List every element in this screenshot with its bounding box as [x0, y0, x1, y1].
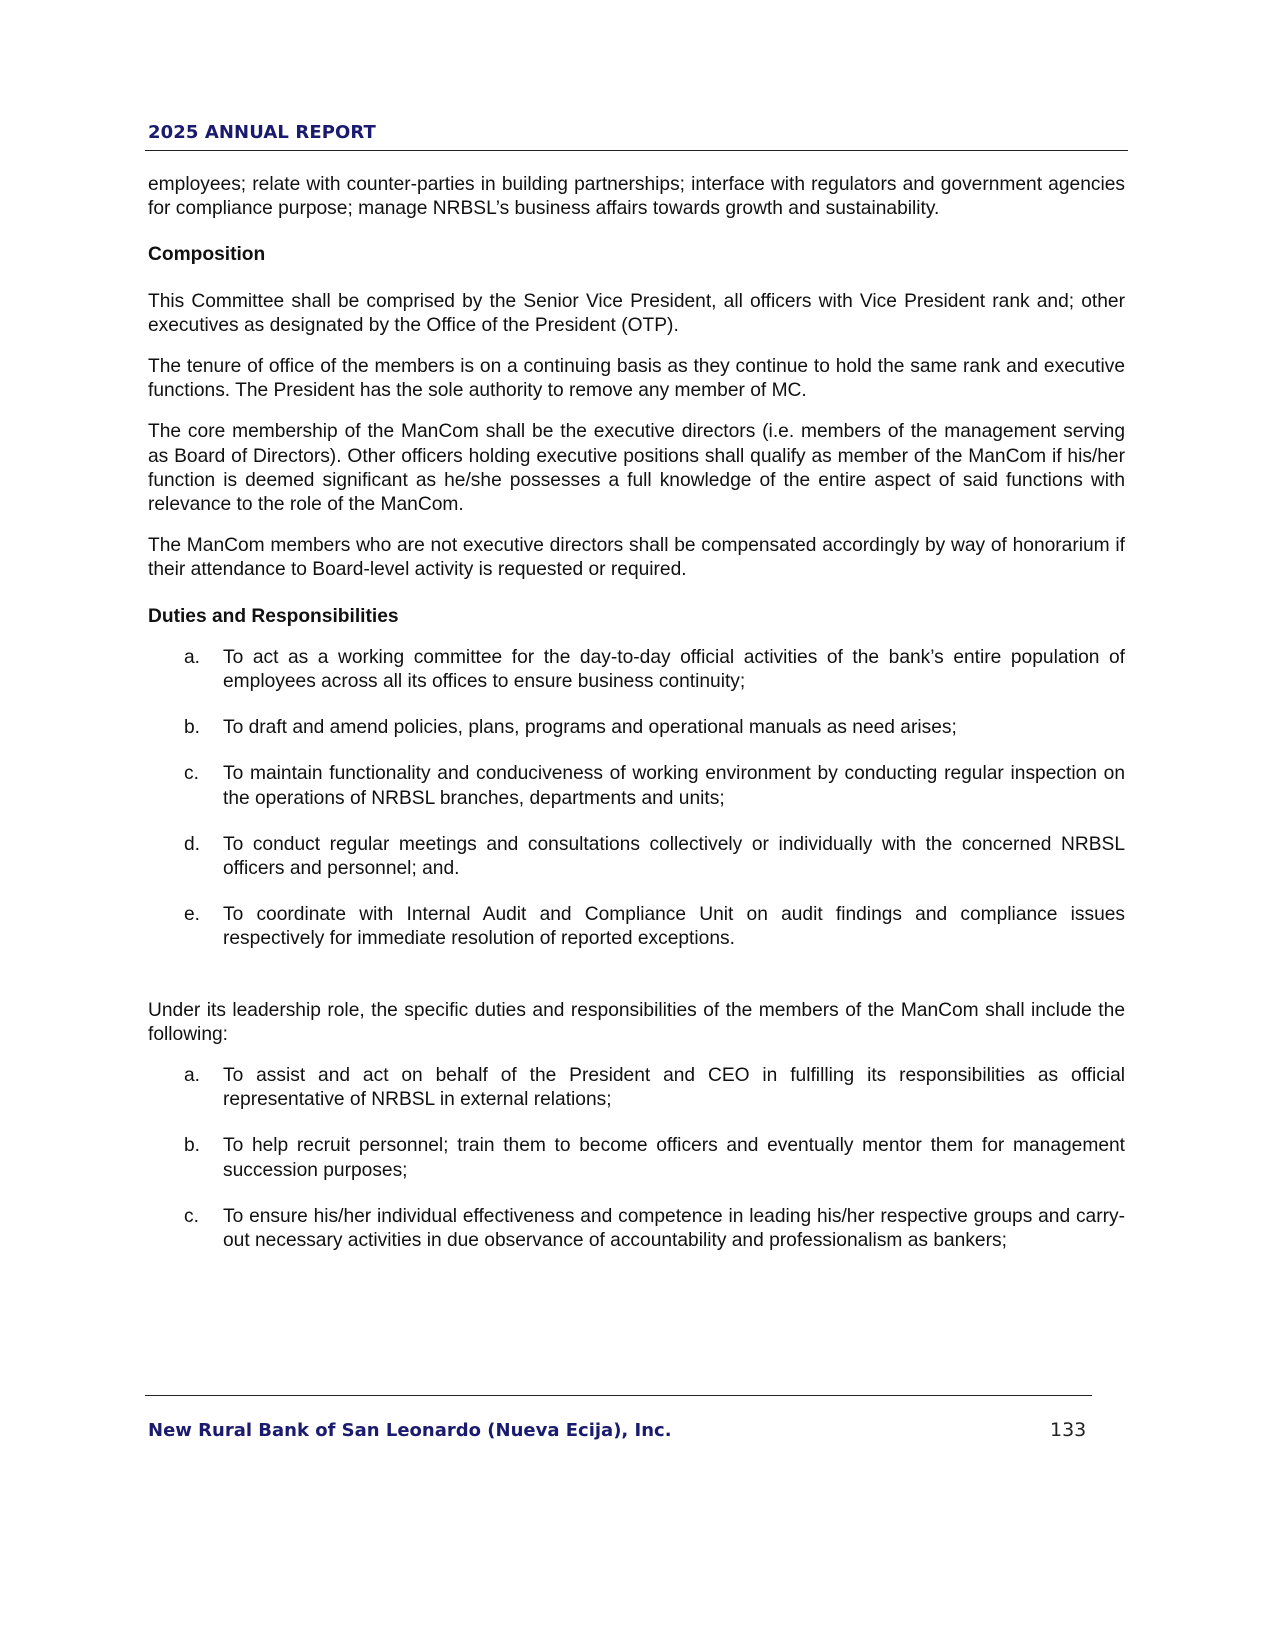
list-item-letter: c.: [184, 763, 199, 785]
list-item-text: To ensure his/her individual effectiveness and competence in leading his/her respective groups and carry-out necessary activities in due observance of accountability and professionalism as bankers;: [223, 1205, 1125, 1252]
list-item-text: To help recruit personnel; train them to become officers and eventually mentor them for management succession purposes;: [223, 1135, 1125, 1181]
list-item-letter: d.: [184, 833, 201, 855]
list-item-letter: e.: [184, 904, 201, 926]
footer-divider: [145, 1395, 1092, 1396]
page-content: [148, 173, 1125, 1253]
leadership-intro-paragraph: Under its leadership role, the specific duties and responsibilities of the members of the ManCom shall include the following:: [148, 999, 1125, 1045]
list-item-letter: b.: [184, 1135, 201, 1157]
list-item: [148, 716, 1125, 740]
page-number: 133: [1050, 1419, 1087, 1441]
list-item: [148, 1205, 1125, 1253]
list-item-text: To conduct regular meetings and consultations collectively or individually with the concerned NRBSL officers and personnel; and.: [223, 833, 1125, 880]
composition-paragraph-2: The tenure of office of the members is on a continuing basis as they continue to hold the same rank and executive functions. The President has the sole authority to remove any member of MC.: [148, 356, 1125, 402]
header-divider: [145, 150, 1128, 151]
duties-list: [148, 646, 1125, 952]
list-item-letter: c.: [184, 1205, 199, 1227]
list-item: [148, 1134, 1125, 1182]
list-item-text: To act as a working committee for the day-to-day official activities of the bank’s entire population of employees across all its offices to ensure business continuity;: [223, 646, 1125, 693]
list-item: [148, 646, 1125, 694]
list-item-text: To maintain functionality and conduciveness of working environment by conducting regular inspection on the operations of NRBSL branches, departments and units;: [223, 763, 1125, 809]
composition-heading: Composition: [148, 244, 266, 266]
list-item-letter: a.: [184, 646, 201, 668]
composition-paragraph-3: The core membership of the ManCom shall be the executive directors (i.e. members of the management serving as Board of Directors). Other officers holding executive positions shall qualify as member of the ManCom if his/her function is deemed significant as he/she possesses a full knowledge of the entire aspect of said functions with relevance to the role of the ManCom.: [148, 421, 1125, 516]
composition-paragraph-1: This Committee shall be comprised by the Senior Vice President, all officers with Vice President rank and; other executives as designated by the Office of the President (OTP).: [148, 290, 1125, 336]
list-item-text: To draft and amend policies, plans, programs and operational manuals as need arises;: [223, 717, 957, 739]
list-item-text: To coordinate with Internal Audit and Compliance Unit on audit findings and compliance issues respectively for immediate resolution of reported exceptions.: [223, 904, 1125, 950]
list-item: [148, 1064, 1125, 1112]
leadership-list: [148, 1064, 1125, 1253]
list-item-text: To assist and act on behalf of the President and CEO in fulfilling its responsibilities as official representative of NRBSL in external relations;: [223, 1065, 1125, 1111]
intro-paragraph: employees; relate with counter-parties in building partnerships; interface with regulators and government agencies for compliance purpose; manage NRBSL’s business affairs towards growth and sustainability.: [148, 174, 1125, 220]
list-item: [148, 762, 1125, 810]
composition-paragraph-4: The ManCom members who are not executive directors shall be compensated accordingly by way of honorarium if their attendance to Board-level activity is requested or required.: [148, 535, 1125, 581]
report-title: 2025 ANNUAL REPORT: [148, 122, 376, 143]
footer-bank-name: New Rural Bank of San Leonardo (Nueva Ecija), Inc.: [148, 1420, 672, 1441]
list-item: [148, 833, 1125, 881]
duties-heading: Duties and Responsibilities: [148, 605, 399, 627]
list-item: [148, 903, 1125, 951]
list-item-letter: a.: [184, 1065, 201, 1087]
list-item-letter: b.: [184, 717, 201, 739]
